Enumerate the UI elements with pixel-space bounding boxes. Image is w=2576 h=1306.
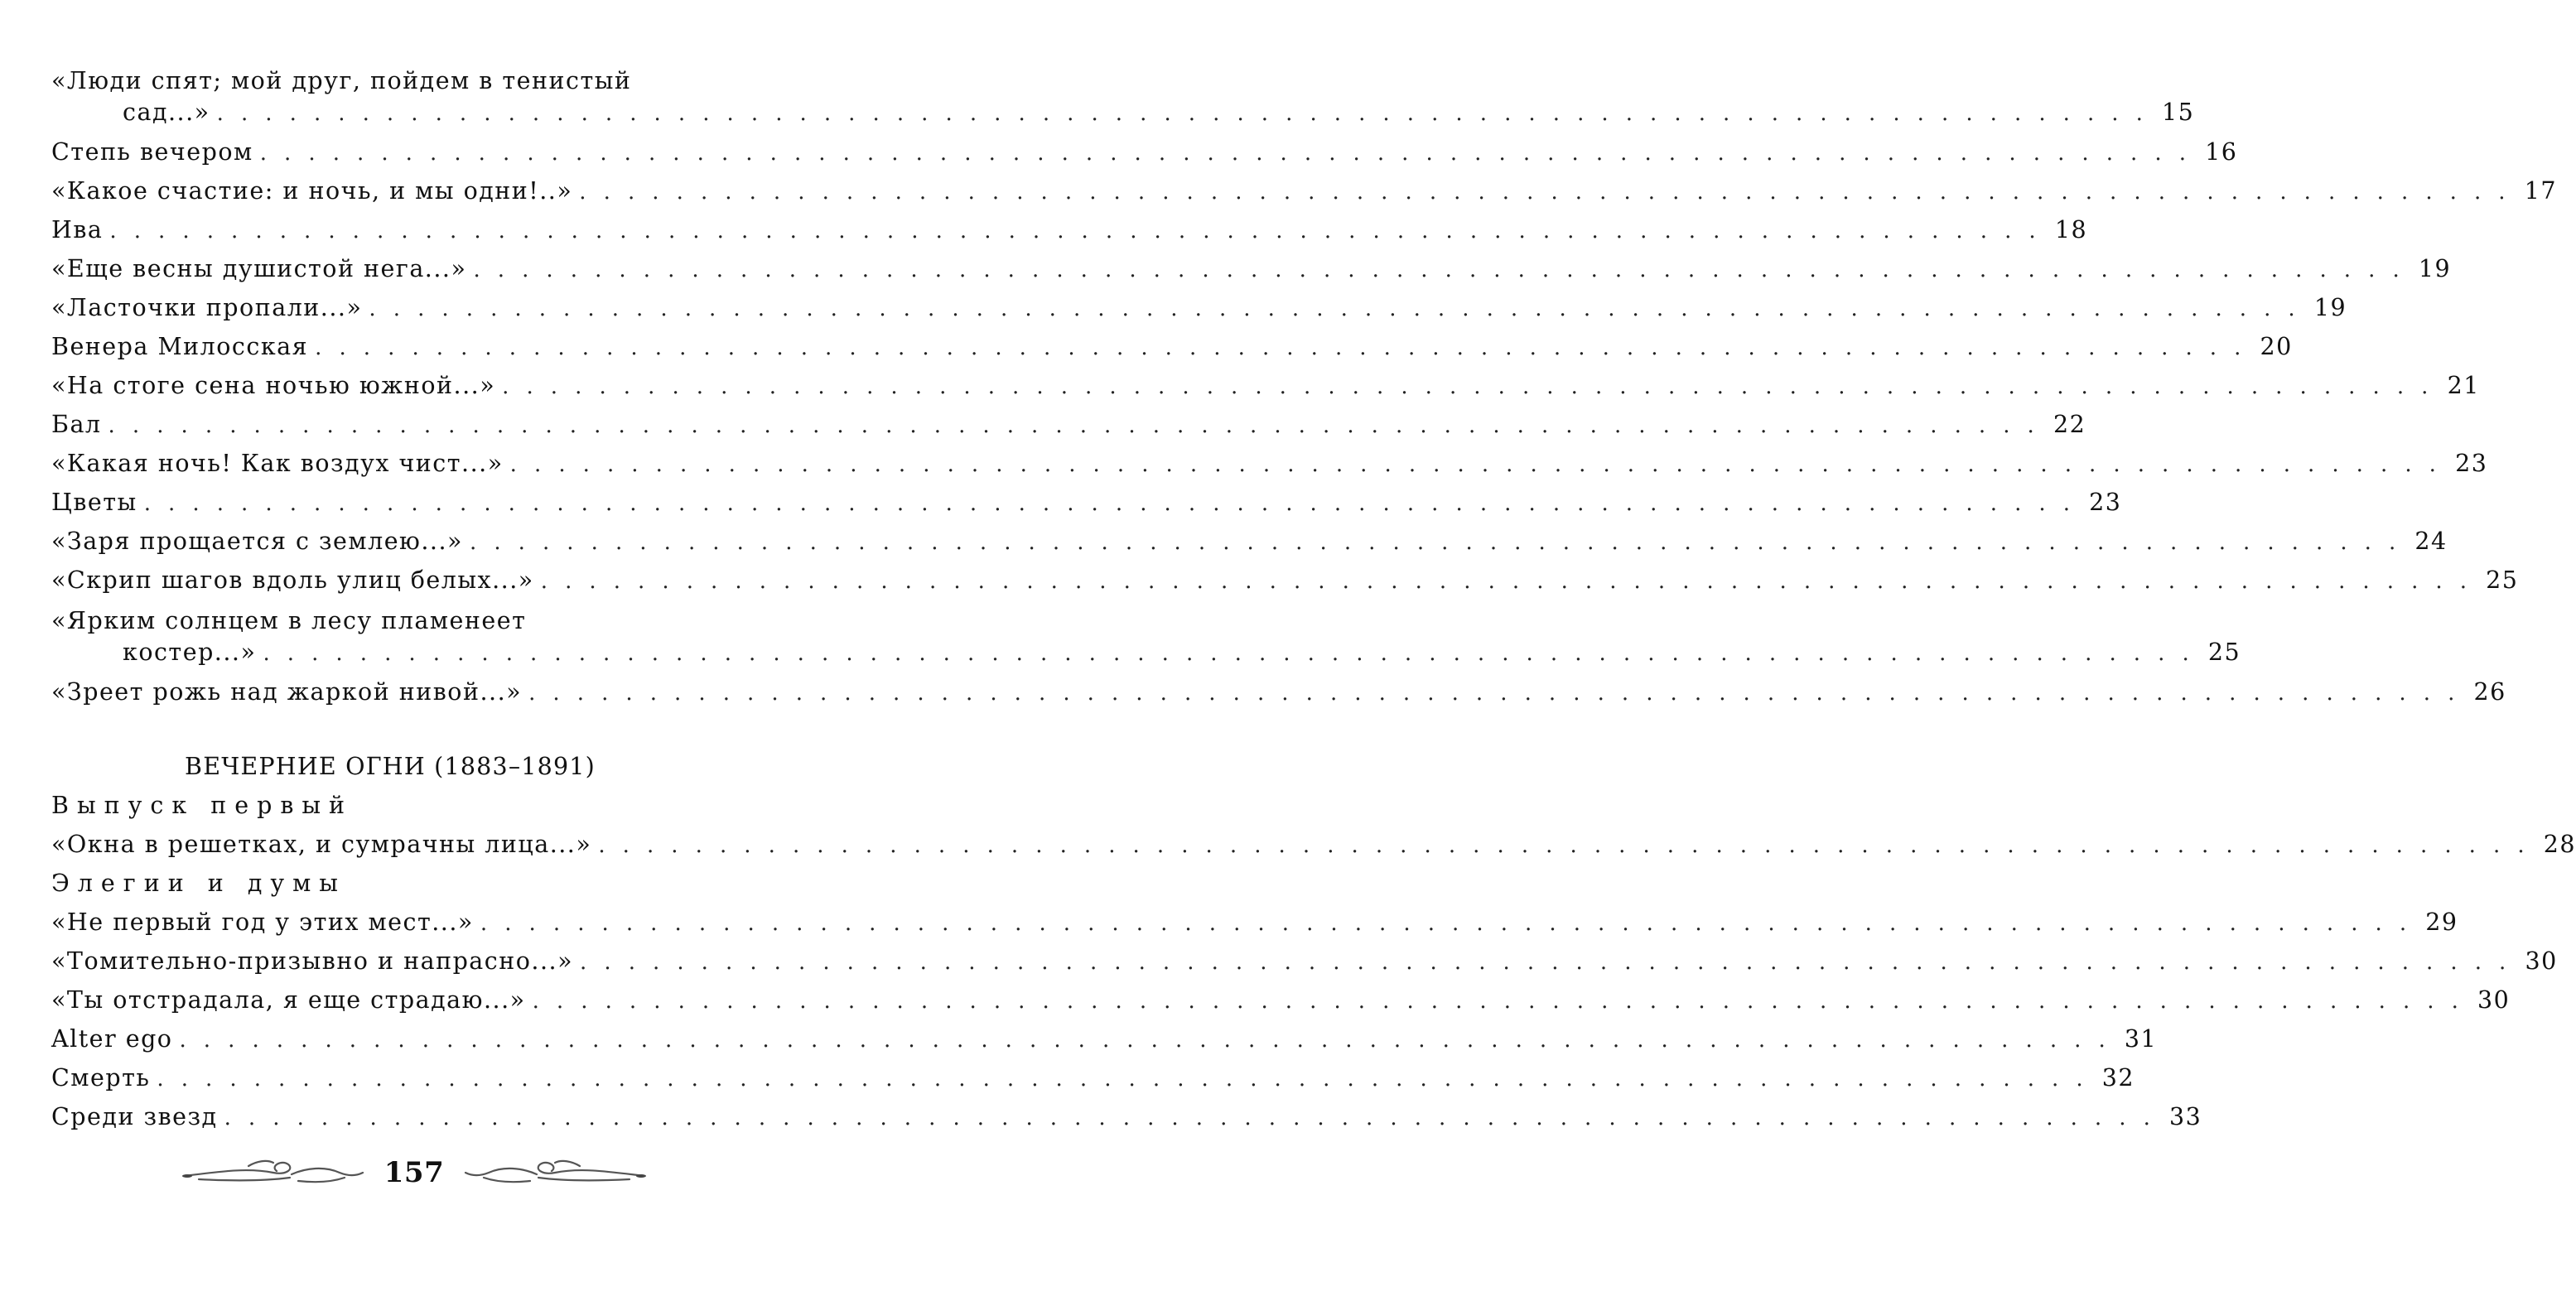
- toc-entry-title-line2: сад...»: [123, 99, 210, 126]
- toc-entry-title: Степь вечером: [51, 138, 253, 166]
- toc-entry: [51, 606, 2241, 669]
- toc-entry-page: 29: [2425, 908, 2458, 936]
- toc-section-2: [51, 748, 2576, 1136]
- toc-entry-title-line1: «Ярким солнцем в лесу пламенеет: [51, 607, 527, 634]
- table-of-contents: [51, 66, 2576, 1136]
- toc-entry-page: 19: [2418, 255, 2452, 282]
- leader-dots: . . . . . . . . . . . . . . . . . . . . . . . . . . . . . . . . . . . . . . . . . . . . . . . . . . . . . . . . . . . . . . . . . . . . . . . . . . . . . . . .: [263, 641, 2195, 666]
- toc-entry-page: 30: [2525, 947, 2558, 975]
- toc-entry-title: «Окна в решетках, и сумрачны лица...»: [51, 831, 592, 858]
- toc-entry: [51, 942, 2558, 981]
- leader-dots: . . . . . . . . . . . . . . . . . . . . . . . . . . . . . . . . . . . . . . . . . . . . . . . . . . . . . . . . . . . . . . . . . . . . . . . . . . . . . . . .: [157, 1067, 2089, 1092]
- toc-entry-title: Alter ego: [51, 1025, 173, 1053]
- toc-entry-page: 32: [2101, 1064, 2135, 1092]
- toc-entry-title: «Заря прощается с землею...»: [51, 528, 463, 555]
- leader-dots: . . . . . . . . . . . . . . . . . . . . . . . . . . . . . . . . . . . . . . . . . . . . . . . . . . . . . . . . . . . . . . . . . . . . . . . . . . . . . . . .: [480, 911, 2412, 936]
- leader-dots: . . . . . . . . . . . . . . . . . . . . . . . . . . . . . . . . . . . . . . . . . . . . . . . . . . . . . . . . . . . . . . . . . . . . . . . . . . . . . . . .: [528, 681, 2460, 706]
- toc-entry-title: «Какая ночь! Как воздух чист...»: [51, 450, 504, 477]
- toc-entry-title: Цветы: [51, 489, 137, 516]
- toc-entry: [51, 981, 2511, 1019]
- leader-dots: . . . . . . . . . . . . . . . . . . . . . . . . . . . . . . . . . . . . . . . . . . . . . . . . . . . . . . . . . . . . . . . . . . . . . . . . . . . . . . . .: [315, 335, 2246, 360]
- leader-dots: . . . . . . . . . . . . . . . . . . . . . . . . . . . . . . . . . . . . . . . . . . . . . . . . . . . . . . . . . . . . . . . . . . . . . . . . . . . . . . . .: [473, 258, 2405, 282]
- toc-entry: [51, 903, 2458, 942]
- toc-entry-title: Среди звезд: [51, 1103, 218, 1130]
- toc-entry: [51, 1019, 2158, 1058]
- toc-entry-page: 24: [2414, 528, 2448, 555]
- leader-dots: . . . . . . . . . . . . . . . . . . . . . . . . . . . . . . . . . . . . . . . . . . . . . . . . . . . . . . . . . . . . . . . . . . . . . . . . . . . . . . . .: [502, 374, 2434, 399]
- toc-entry: [51, 133, 2238, 171]
- leader-dots: . . . . . . . . . . . . . . . . . . . . . . . . . . . . . . . . . . . . . . . . . . . . . . . . . . . . . . . . . . . . . . . . . . . . . . . . . . . . . . . .: [540, 569, 2472, 594]
- leader-dots: . . . . . . . . . . . . . . . . . . . . . . . . . . . . . . . . . . . . . . . . . . . . . . . . . . . . . . . . . . . . . . . . . . . . . . . . . . . . . . . .: [109, 219, 2042, 243]
- toc-entry-title: «Томительно-призывно и напрасно...»: [51, 947, 574, 975]
- toc-entry-page: 22: [2053, 411, 2086, 438]
- toc-entry: [51, 1097, 2202, 1136]
- toc-entry-page: 30: [2477, 986, 2511, 1014]
- leader-dots: . . . . . . . . . . . . . . . . . . . . . . . . . . . . . . . . . . . . . . . . . . . . . . . . . . . . . . . . . . . . . . . . . . . . . . . . . . . . . . . .: [259, 141, 2192, 166]
- toc-entry: [51, 825, 2576, 864]
- leader-dots: . . . . . . . . . . . . . . . . . . . . . . . . . . . . . . . . . . . . . . . . . . . . . . . . . . . . . . . . . . . . . . . . . . . . . . . . . . . . . . . .: [469, 530, 2401, 555]
- toc-entry-page: 15: [2162, 99, 2195, 126]
- toc-entry: [51, 288, 2347, 327]
- subsection-heading: Выпуск первый: [51, 792, 354, 819]
- toc-entry: [51, 210, 2088, 249]
- toc-entry-title: Венера Милосская: [51, 333, 309, 360]
- toc-entry: [51, 405, 2086, 444]
- subsection-heading: Элегии и думы: [51, 870, 346, 897]
- toc-entry-page: 28: [2543, 831, 2576, 858]
- toc-entry-title-line2: костер...»: [123, 639, 257, 666]
- toc-entry-title: «Зреет рожь над жаркой нивой...»: [51, 678, 523, 706]
- toc-section-1: [51, 66, 2557, 711]
- toc-entry: [51, 66, 2195, 129]
- toc-entry: [51, 444, 2488, 483]
- page-footer: [0, 1151, 828, 1201]
- leader-dots: . . . . . . . . . . . . . . . . . . . . . . . . . . . . . . . . . . . . . . . . . . . . . . . . . . . . . . . . . . . . . . . . . . . . . . . . . . . . . . . .: [509, 452, 2442, 477]
- toc-entry-page: 23: [2455, 450, 2488, 477]
- toc-entry: [51, 561, 2519, 600]
- toc-entry: [51, 522, 2448, 561]
- toc-entry-title: «Скрип шагов вдоль улиц белых...»: [51, 566, 534, 594]
- toc-entry-page: 25: [2486, 566, 2519, 594]
- toc-entry-title: Смерть: [51, 1064, 151, 1092]
- toc-entry: [51, 249, 2452, 288]
- toc-entry: [51, 366, 2480, 405]
- leader-dots: . . . . . . . . . . . . . . . . . . . . . . . . . . . . . . . . . . . . . . . . . . . . . . . . . . . . . . . . . . . . . . . . . . . . . . . . . . . . . . . .: [179, 1028, 2111, 1053]
- leader-dots: . . . . . . . . . . . . . . . . . . . . . . . . . . . . . . . . . . . . . . . . . . . . . . . . . . . . . . . . . . . . . . . . . . . . . . . . . . . . . . . .: [598, 833, 2530, 858]
- toc-entry-page: 21: [2447, 372, 2480, 399]
- leader-dots: . . . . . . . . . . . . . . . . . . . . . . . . . . . . . . . . . . . . . . . . . . . . . . . . . . . . . . . . . . . . . . . . . . . . . . . . . . . . . . . .: [108, 413, 2040, 438]
- toc-entry-title: Бал: [51, 411, 102, 438]
- leader-dots: . . . . . . . . . . . . . . . . . . . . . . . . . . . . . . . . . . . . . . . . . . . . . . . . . . . . . . . . . . . . . . . . . . . . . . . . . . . . . . . .: [580, 950, 2511, 975]
- toc-entry: [51, 672, 2506, 711]
- toc-entry-title-line1: «Люди спят; мой друг, пойдем в тенистый: [51, 67, 632, 94]
- toc-entry-title: «Какое счастие: и ночь, и мы одни!..»: [51, 177, 573, 205]
- toc-entry-page: 19: [2313, 294, 2347, 321]
- toc-entry-title: «Ты отстрадала, я еще страдаю...»: [51, 986, 526, 1014]
- leader-dots: . . . . . . . . . . . . . . . . . . . . . . . . . . . . . . . . . . . . . . . . . . . . . . . . . . . . . . . . . . . . . . . . . . . . . . . . . . . . . . . .: [143, 491, 2076, 516]
- toc-entry-page: 26: [2473, 678, 2506, 706]
- toc-entry-page: 23: [2089, 489, 2122, 516]
- toc-entry-title: «Не первый год у этих мест...»: [51, 908, 474, 936]
- toc-entry-title: «На стоге сена ночью южной...»: [51, 372, 496, 399]
- leader-dots: . . . . . . . . . . . . . . . . . . . . . . . . . . . . . . . . . . . . . . . . . . . . . . . . . . . . . . . . . . . . . . . . . . . . . . . . . . . . . . . .: [532, 989, 2464, 1014]
- toc-entry: [51, 483, 2122, 522]
- toc-entry-page: 25: [2207, 639, 2241, 666]
- leader-dots: . . . . . . . . . . . . . . . . . . . . . . . . . . . . . . . . . . . . . . . . . . . . . . . . . . . . . . . . . . . . . . . . . . . . . . . . . . . . . . . .: [216, 101, 2149, 126]
- toc-entry-title: Ива: [51, 216, 104, 243]
- toc-entry-page: 31: [2124, 1025, 2158, 1053]
- toc-entry-page: 33: [2169, 1103, 2202, 1130]
- toc-entry-page: 20: [2260, 333, 2293, 360]
- toc-entry: [51, 171, 2557, 210]
- section-heading: ВЕЧЕРНИЕ ОГНИ (1883–1891): [185, 753, 596, 780]
- toc-entry-title: «Ласточки пропали...»: [51, 294, 363, 321]
- toc-entry-page: 16: [2205, 138, 2238, 166]
- toc-entry-page: 17: [2524, 177, 2557, 205]
- leader-dots: . . . . . . . . . . . . . . . . . . . . . . . . . . . . . . . . . . . . . . . . . . . . . . . . . . . . . . . . . . . . . . . . . . . . . . . . . . . . . . . .: [579, 180, 2511, 205]
- toc-entry: [51, 1058, 2135, 1097]
- leader-dots: . . . . . . . . . . . . . . . . . . . . . . . . . . . . . . . . . . . . . . . . . . . . . . . . . . . . . . . . . . . . . . . . . . . . . . . . . . . . . . . .: [224, 1106, 2156, 1130]
- toc-entry-page: 18: [2054, 216, 2088, 243]
- leader-dots: . . . . . . . . . . . . . . . . . . . . . . . . . . . . . . . . . . . . . . . . . . . . . . . . . . . . . . . . . . . . . . . . . . . . . . . . . . . . . . . .: [369, 296, 2301, 321]
- toc-entry-title: «Еще весны душистой нега...»: [51, 255, 467, 282]
- page-number: 157: [384, 1156, 445, 1189]
- toc-entry: [51, 327, 2293, 366]
